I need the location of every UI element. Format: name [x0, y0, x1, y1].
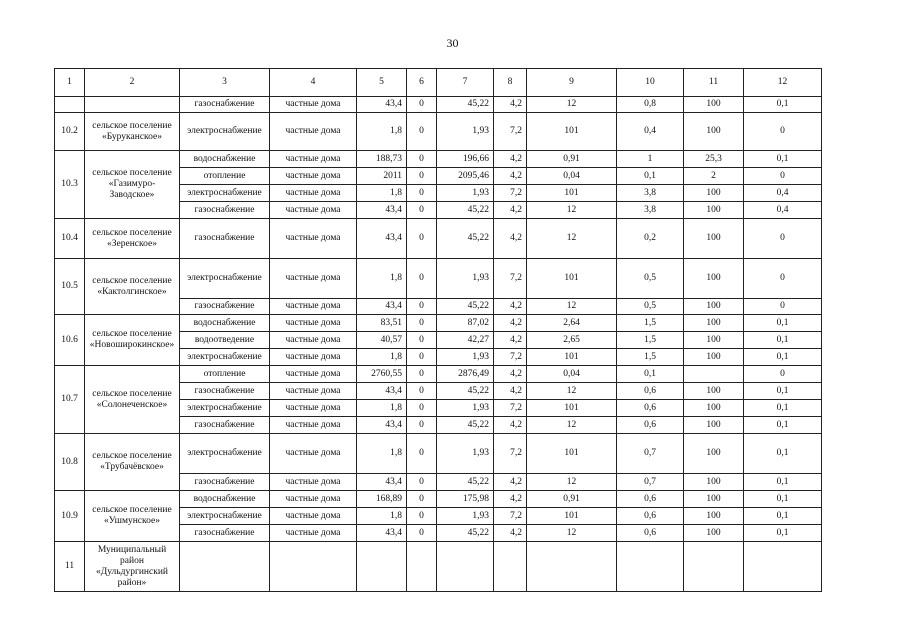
value-cell: 0	[744, 168, 822, 185]
value-cell: 2	[684, 168, 744, 185]
service-cell: газоснабжение	[180, 525, 270, 542]
value-cell: 3,8	[617, 185, 684, 202]
value-cell: 0	[407, 508, 437, 525]
housing-type-cell: частные дома	[270, 185, 357, 202]
value-cell: 0,1	[744, 349, 822, 366]
value-cell: 0,1	[744, 417, 822, 434]
value-cell: 1,93	[437, 185, 494, 202]
value-cell	[744, 542, 822, 592]
value-cell: 0	[407, 383, 437, 400]
housing-type-cell: частные дома	[270, 113, 357, 151]
settlement-number: 11	[55, 542, 85, 592]
value-cell: 0	[744, 219, 822, 259]
value-cell: 4,2	[494, 366, 527, 383]
value-cell	[684, 366, 744, 383]
value-cell: 0	[407, 366, 437, 383]
value-cell: 100	[684, 400, 744, 417]
value-cell: 0	[407, 315, 437, 332]
value-cell: 101	[527, 400, 617, 417]
value-cell	[494, 542, 527, 592]
housing-type-cell: частные дома	[270, 349, 357, 366]
settlement-name: Муниципальный район «Дульдургинский район»	[85, 542, 180, 592]
value-cell: 43,4	[357, 219, 407, 259]
value-cell: 12	[527, 417, 617, 434]
settlement-number: 10.8	[55, 434, 85, 491]
value-cell: 101	[527, 349, 617, 366]
value-cell: 4,2	[494, 417, 527, 434]
column-header: 7	[437, 69, 494, 97]
value-cell: 100	[684, 299, 744, 315]
value-cell: 1,8	[357, 113, 407, 151]
value-cell: 101	[527, 185, 617, 202]
column-header: 3	[180, 69, 270, 97]
header-row	[55, 69, 822, 97]
settlement-name	[85, 97, 180, 113]
value-cell: 7,2	[494, 113, 527, 151]
value-cell: 0,1	[744, 151, 822, 168]
value-cell: 100	[684, 525, 744, 542]
value-cell: 0,1	[744, 491, 822, 508]
service-cell: электроснабжение	[180, 349, 270, 366]
value-cell: 4,2	[494, 219, 527, 259]
service-cell: электроснабжение	[180, 434, 270, 474]
value-cell: 100	[684, 383, 744, 400]
settlement-name: сельское поселение «Кактолгинское»	[85, 259, 180, 315]
value-cell: 100	[684, 97, 744, 113]
value-cell: 0	[407, 349, 437, 366]
value-cell: 101	[527, 508, 617, 525]
value-cell: 1,93	[437, 259, 494, 299]
value-cell: 45,22	[437, 525, 494, 542]
value-cell: 0,04	[527, 366, 617, 383]
value-cell: 0	[407, 202, 437, 219]
value-cell: 12	[527, 219, 617, 259]
value-cell: 2095,46	[437, 168, 494, 185]
value-cell: 0	[407, 400, 437, 417]
value-cell: 4,2	[494, 383, 527, 400]
service-cell: отопление	[180, 366, 270, 383]
value-cell: 7,2	[494, 185, 527, 202]
column-header: 9	[527, 69, 617, 97]
settlement-name: сельское поселение «Солонеченское»	[85, 366, 180, 434]
value-cell: 0,7	[617, 474, 684, 491]
value-cell: 2,64	[527, 315, 617, 332]
value-cell: 0	[407, 434, 437, 474]
value-cell	[684, 542, 744, 592]
service-cell: водоснабжение	[180, 315, 270, 332]
housing-type-cell: частные дома	[270, 315, 357, 332]
settlement-name: сельское поселение «Газимуро-Заводское»	[85, 151, 180, 219]
value-cell: 45,22	[437, 97, 494, 113]
value-cell: 100	[684, 434, 744, 474]
value-cell: 45,22	[437, 202, 494, 219]
value-cell	[357, 542, 407, 592]
housing-type-cell: частные дома	[270, 259, 357, 299]
service-cell: водоснабжение	[180, 491, 270, 508]
settlement-name: сельское поселение «Новоширокинское»	[85, 315, 180, 366]
value-cell: 4,2	[494, 491, 527, 508]
value-cell: 4,2	[494, 97, 527, 113]
value-cell: 45,22	[437, 417, 494, 434]
housing-type-cell: частные дома	[270, 400, 357, 417]
value-cell: 0,1	[744, 508, 822, 525]
value-cell: 0,1	[744, 525, 822, 542]
value-cell: 0,8	[617, 97, 684, 113]
value-cell: 0	[407, 151, 437, 168]
value-cell: 0,1	[617, 168, 684, 185]
service-cell: водоснабжение	[180, 151, 270, 168]
settlement-number: 10.5	[55, 259, 85, 315]
value-cell: 1,8	[357, 434, 407, 474]
value-cell: 43,4	[357, 97, 407, 113]
service-cell: электроснабжение	[180, 508, 270, 525]
housing-type-cell: частные дома	[270, 219, 357, 259]
settlement-number: 10.2	[55, 113, 85, 151]
value-cell: 0,1	[744, 97, 822, 113]
value-cell: 100	[684, 508, 744, 525]
value-cell: 12	[527, 202, 617, 219]
value-cell: 100	[684, 349, 744, 366]
value-cell: 43,4	[357, 417, 407, 434]
value-cell	[437, 542, 494, 592]
value-cell: 101	[527, 113, 617, 151]
value-cell: 4,2	[494, 168, 527, 185]
service-cell: газоснабжение	[180, 417, 270, 434]
value-cell: 0	[744, 299, 822, 315]
value-cell: 1,8	[357, 349, 407, 366]
value-cell: 4,2	[494, 151, 527, 168]
housing-type-cell: частные дома	[270, 434, 357, 474]
settlement-number	[55, 97, 85, 113]
value-cell: 45,22	[437, 383, 494, 400]
value-cell: 0	[407, 113, 437, 151]
service-cell: газоснабжение	[180, 202, 270, 219]
value-cell: 45,22	[437, 474, 494, 491]
housing-type-cell	[270, 542, 357, 592]
column-header: 6	[407, 69, 437, 97]
value-cell: 7,2	[494, 434, 527, 474]
value-cell: 0,2	[617, 219, 684, 259]
value-cell: 1,93	[437, 349, 494, 366]
housing-type-cell: частные дома	[270, 202, 357, 219]
value-cell: 83,51	[357, 315, 407, 332]
value-cell: 0,6	[617, 525, 684, 542]
value-cell: 7,2	[494, 349, 527, 366]
service-cell: газоснабжение	[180, 219, 270, 259]
value-cell: 100	[684, 185, 744, 202]
value-cell: 196,66	[437, 151, 494, 168]
settlement-number: 10.9	[55, 491, 85, 542]
table-row	[55, 151, 822, 168]
value-cell: 0	[407, 97, 437, 113]
value-cell: 4,2	[494, 299, 527, 315]
value-cell: 0	[407, 491, 437, 508]
service-cell: электроснабжение	[180, 113, 270, 151]
housing-type-cell: частные дома	[270, 151, 357, 168]
value-cell: 1,93	[437, 113, 494, 151]
column-header: 10	[617, 69, 684, 97]
value-cell: 1,5	[617, 332, 684, 349]
table-row	[55, 97, 822, 113]
table-row	[55, 219, 822, 259]
value-cell: 1	[617, 151, 684, 168]
value-cell: 0	[407, 259, 437, 299]
value-cell: 43,4	[357, 202, 407, 219]
value-cell: 45,22	[437, 219, 494, 259]
housing-type-cell: частные дома	[270, 168, 357, 185]
settlement-name: сельское поселение «Ушмунское»	[85, 491, 180, 542]
value-cell: 43,4	[357, 525, 407, 542]
table-row	[55, 491, 822, 508]
value-cell: 4,2	[494, 525, 527, 542]
value-cell: 0	[407, 474, 437, 491]
value-cell: 0,7	[617, 434, 684, 474]
value-cell: 3,8	[617, 202, 684, 219]
housing-type-cell: частные дома	[270, 383, 357, 400]
value-cell: 45,22	[437, 299, 494, 315]
housing-type-cell: частные дома	[270, 366, 357, 383]
value-cell: 4,2	[494, 332, 527, 349]
value-cell: 25,3	[684, 151, 744, 168]
value-cell: 0,4	[744, 202, 822, 219]
value-cell	[407, 542, 437, 592]
value-cell: 0	[407, 299, 437, 315]
column-header: 1	[55, 69, 85, 97]
value-cell: 0,4	[744, 185, 822, 202]
value-cell: 43,4	[357, 474, 407, 491]
page-number: 30	[446, 36, 459, 50]
value-cell: 0	[407, 332, 437, 349]
service-cell: водоотведение	[180, 332, 270, 349]
settlement-number: 10.3	[55, 151, 85, 219]
value-cell: 100	[684, 219, 744, 259]
value-cell: 101	[527, 259, 617, 299]
housing-type-cell: частные дома	[270, 299, 357, 315]
value-cell: 0	[744, 366, 822, 383]
housing-type-cell: частные дома	[270, 491, 357, 508]
value-cell: 2876,49	[437, 366, 494, 383]
settlement-number: 10.6	[55, 315, 85, 366]
housing-type-cell: частные дома	[270, 474, 357, 491]
value-cell: 7,2	[494, 259, 527, 299]
tariff-table	[54, 68, 822, 592]
table-row	[55, 434, 822, 474]
settlement-number: 10.4	[55, 219, 85, 259]
value-cell: 0,91	[527, 151, 617, 168]
value-cell: 0,6	[617, 491, 684, 508]
value-cell: 0,1	[744, 332, 822, 349]
value-cell: 1,5	[617, 315, 684, 332]
value-cell: 0,6	[617, 508, 684, 525]
housing-type-cell: частные дома	[270, 525, 357, 542]
value-cell: 1,8	[357, 400, 407, 417]
column-header: 5	[357, 69, 407, 97]
service-cell: электроснабжение	[180, 400, 270, 417]
value-cell: 40,57	[357, 332, 407, 349]
value-cell: 0,1	[744, 434, 822, 474]
service-cell: газоснабжение	[180, 299, 270, 315]
value-cell: 0,6	[617, 417, 684, 434]
settlement-name: сельское поселение «Трубачёвское»	[85, 434, 180, 491]
service-cell: отопление	[180, 168, 270, 185]
value-cell: 7,2	[494, 400, 527, 417]
value-cell: 0	[407, 185, 437, 202]
value-cell: 12	[527, 474, 617, 491]
value-cell: 101	[527, 434, 617, 474]
value-cell: 100	[684, 202, 744, 219]
value-cell: 2011	[357, 168, 407, 185]
service-cell: электроснабжение	[180, 185, 270, 202]
table-row	[55, 366, 822, 383]
column-header: 4	[270, 69, 357, 97]
value-cell: 0,1	[744, 383, 822, 400]
value-cell: 0	[744, 113, 822, 151]
value-cell: 0,5	[617, 259, 684, 299]
value-cell: 100	[684, 332, 744, 349]
value-cell: 0	[407, 219, 437, 259]
value-cell: 43,4	[357, 299, 407, 315]
value-cell: 0,5	[617, 299, 684, 315]
value-cell: 0	[407, 525, 437, 542]
value-cell: 0,1	[744, 474, 822, 491]
settlement-name: сельское поселение «Буруканское»	[85, 113, 180, 151]
table-row	[55, 259, 822, 299]
housing-type-cell: частные дома	[270, 417, 357, 434]
value-cell: 1,93	[437, 508, 494, 525]
value-cell: 0	[407, 168, 437, 185]
value-cell: 188,73	[357, 151, 407, 168]
value-cell: 1,93	[437, 400, 494, 417]
value-cell: 0,04	[527, 168, 617, 185]
table-row	[55, 542, 822, 592]
value-cell: 0,4	[617, 113, 684, 151]
value-cell: 12	[527, 525, 617, 542]
value-cell: 42,27	[437, 332, 494, 349]
housing-type-cell: частные дома	[270, 332, 357, 349]
value-cell: 100	[684, 315, 744, 332]
value-cell: 2760,55	[357, 366, 407, 383]
value-cell: 12	[527, 299, 617, 315]
housing-type-cell: частные дома	[270, 508, 357, 525]
table-row	[55, 315, 822, 332]
value-cell: 7,2	[494, 508, 527, 525]
value-cell: 4,2	[494, 315, 527, 332]
housing-type-cell: частные дома	[270, 97, 357, 113]
value-cell: 0,1	[617, 366, 684, 383]
value-cell	[617, 542, 684, 592]
value-cell: 12	[527, 97, 617, 113]
value-cell: 1,8	[357, 259, 407, 299]
value-cell: 1,8	[357, 185, 407, 202]
value-cell: 100	[684, 259, 744, 299]
value-cell: 0	[744, 259, 822, 299]
settlement-number: 10.7	[55, 366, 85, 434]
value-cell: 100	[684, 474, 744, 491]
value-cell: 1,93	[437, 434, 494, 474]
service-cell: электроснабжение	[180, 259, 270, 299]
value-cell: 100	[684, 417, 744, 434]
value-cell: 100	[684, 491, 744, 508]
value-cell: 0,91	[527, 491, 617, 508]
column-header: 8	[494, 69, 527, 97]
service-cell: газоснабжение	[180, 97, 270, 113]
column-header: 12	[744, 69, 822, 97]
value-cell: 4,2	[494, 202, 527, 219]
column-header: 11	[684, 69, 744, 97]
value-cell: 87,02	[437, 315, 494, 332]
value-cell: 4,2	[494, 474, 527, 491]
column-header: 2	[85, 69, 180, 97]
value-cell: 1,8	[357, 508, 407, 525]
value-cell: 43,4	[357, 383, 407, 400]
value-cell: 100	[684, 113, 744, 151]
value-cell: 1,5	[617, 349, 684, 366]
value-cell: 12	[527, 383, 617, 400]
value-cell: 168,89	[357, 491, 407, 508]
service-cell	[180, 542, 270, 592]
value-cell: 0,6	[617, 400, 684, 417]
settlement-name: сельское поселение «Зеренское»	[85, 219, 180, 259]
value-cell: 0,1	[744, 315, 822, 332]
value-cell: 2,65	[527, 332, 617, 349]
table-row	[55, 113, 822, 151]
service-cell: газоснабжение	[180, 474, 270, 491]
value-cell: 0,6	[617, 383, 684, 400]
value-cell	[527, 542, 617, 592]
service-cell: газоснабжение	[180, 383, 270, 400]
value-cell: 0	[407, 417, 437, 434]
value-cell: 0,1	[744, 400, 822, 417]
value-cell: 175,98	[437, 491, 494, 508]
